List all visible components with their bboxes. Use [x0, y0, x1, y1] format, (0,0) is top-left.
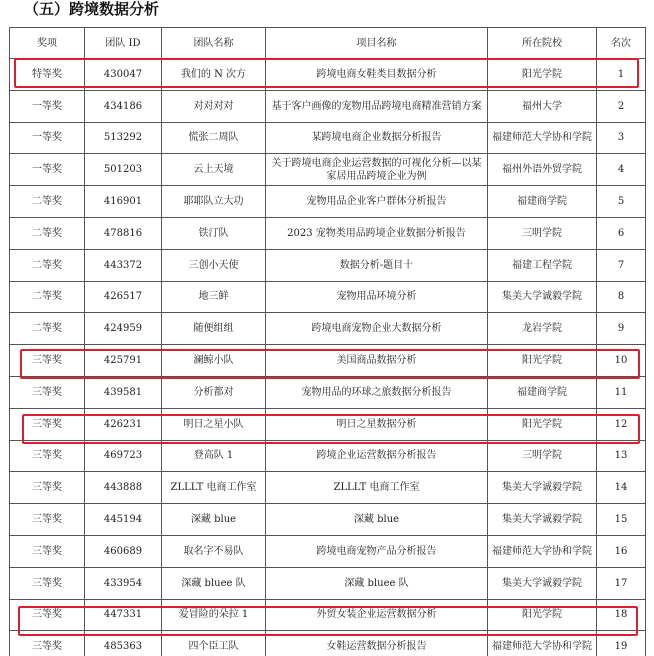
team-id-cell: 501203	[85, 154, 162, 186]
table-row	[10, 376, 646, 408]
table-row	[10, 186, 646, 218]
team-name-cell: ZLLLT 电商工作室	[162, 472, 266, 504]
school-cell: 福建师范大学协和学院	[488, 631, 597, 656]
team-id-cell: 485363	[85, 631, 162, 656]
team-id-cell: 445194	[85, 504, 162, 536]
team-id-cell: 478816	[85, 217, 162, 249]
school-cell: 福州外语外贸学院	[488, 154, 597, 186]
award-cell: 一等奖	[10, 154, 85, 186]
rank-cell: 12	[597, 408, 646, 440]
school-cell: 福州大学	[488, 90, 597, 122]
team-id-cell: 460689	[85, 535, 162, 567]
school-cell: 阳光学院	[488, 345, 597, 377]
team-name-cell: 明日之星小队	[162, 408, 266, 440]
award-cell: 三等奖	[10, 631, 85, 656]
school-cell: 集美大学诚毅学院	[488, 504, 597, 536]
team-name-cell: 地三鲜	[162, 281, 266, 313]
table-row	[10, 535, 646, 567]
header-team-name: 团队名称	[162, 28, 266, 59]
rank-cell: 3	[597, 122, 646, 154]
header-award: 奖项	[10, 28, 85, 59]
award-cell: 二等奖	[10, 186, 85, 218]
table-row	[10, 567, 646, 599]
table-row	[10, 249, 646, 281]
award-cell: 三等奖	[10, 472, 85, 504]
rank-cell: 13	[597, 440, 646, 472]
rank-cell: 19	[597, 631, 646, 656]
school-cell: 集美大学诚毅学院	[488, 281, 597, 313]
school-cell: 三明学院	[488, 217, 597, 249]
school-cell: 集美大学诚毅学院	[488, 472, 597, 504]
award-cell: 三等奖	[10, 504, 85, 536]
award-cell: 二等奖	[10, 249, 85, 281]
award-cell: 二等奖	[10, 217, 85, 249]
project-name-cell: 跨境电商宠物企业大数据分析	[266, 313, 488, 345]
table-row	[10, 440, 646, 472]
school-cell: 福建师范大学协和学院	[488, 535, 597, 567]
team-id-cell: 439581	[85, 376, 162, 408]
award-cell: 二等奖	[10, 313, 85, 345]
school-cell: 阳光学院	[488, 408, 597, 440]
team-id-cell: 433954	[85, 567, 162, 599]
table-row	[10, 504, 646, 536]
project-name-cell: 明日之星数据分析	[266, 408, 488, 440]
award-cell: 三等奖	[10, 567, 85, 599]
team-name-cell: 取名字不易队	[162, 535, 266, 567]
school-cell: 福建商学院	[488, 376, 597, 408]
project-name-cell: 深藏 bluee 队	[266, 567, 488, 599]
team-name-cell: 深藏 blue	[162, 504, 266, 536]
award-cell: 三等奖	[10, 345, 85, 377]
team-id-cell: 426517	[85, 281, 162, 313]
table-row	[10, 345, 646, 377]
project-name-cell: 美国商品数据分析	[266, 345, 488, 377]
project-name-cell: 女鞋运营数据分析报告	[266, 631, 488, 656]
table-row	[10, 59, 646, 91]
team-name-cell: 耶耶队立大功	[162, 186, 266, 218]
project-name-cell: 跨境企业运营数据分析报告	[266, 440, 488, 472]
team-id-cell: 447331	[85, 599, 162, 631]
award-cell: 三等奖	[10, 440, 85, 472]
school-cell: 福建商学院	[488, 186, 597, 218]
team-id-cell: 443372	[85, 249, 162, 281]
project-name-cell: 深藏 blue	[266, 504, 488, 536]
header-rank: 名次	[597, 28, 646, 59]
school-cell: 三明学院	[488, 440, 597, 472]
project-name-cell: 数据分析-题目十	[266, 249, 488, 281]
team-name-cell: 我们的 N 次方	[162, 59, 266, 91]
table-row	[10, 154, 646, 186]
project-name-cell: 跨境电商女鞋类目数据分析	[266, 59, 488, 91]
rank-cell: 17	[597, 567, 646, 599]
team-name-cell: 铁汀队	[162, 217, 266, 249]
rank-cell: 10	[597, 345, 646, 377]
rank-cell: 2	[597, 90, 646, 122]
team-name-cell: 慌张二周队	[162, 122, 266, 154]
rank-cell: 6	[597, 217, 646, 249]
school-cell: 集美大学诚毅学院	[488, 567, 597, 599]
award-cell: 特等奖	[10, 59, 85, 91]
rank-cell: 8	[597, 281, 646, 313]
project-name-cell: 宠物用品环境分析	[266, 281, 488, 313]
team-name-cell: 随便组组	[162, 313, 266, 345]
results-table	[9, 27, 646, 656]
project-name-cell: 某跨境电商企业数据分析报告	[266, 122, 488, 154]
project-name-cell: 外贸女装企业运营数据分析	[266, 599, 488, 631]
team-id-cell: 443888	[85, 472, 162, 504]
school-cell: 福建工程学院	[488, 249, 597, 281]
table-row	[10, 90, 646, 122]
header-team-id: 团队 ID	[85, 28, 162, 59]
table-row	[10, 313, 646, 345]
award-cell: 三等奖	[10, 376, 85, 408]
table-row	[10, 281, 646, 313]
team-name-cell: 四个臣工队	[162, 631, 266, 656]
award-cell: 一等奖	[10, 122, 85, 154]
project-name-cell: ZLLLT 电商工作室	[266, 472, 488, 504]
team-id-cell: 430047	[85, 59, 162, 91]
project-name-cell: 宠物用品的环球之旅数据分析报告	[266, 376, 488, 408]
header-school: 所在院校	[488, 28, 597, 59]
team-id-cell: 424959	[85, 313, 162, 345]
rank-cell: 15	[597, 504, 646, 536]
award-cell: 二等奖	[10, 281, 85, 313]
section-heading: （五）跨境数据分析	[24, 0, 160, 18]
team-name-cell: 三创小天使	[162, 249, 266, 281]
table-row	[10, 217, 646, 249]
rank-cell: 18	[597, 599, 646, 631]
team-id-cell: 425791	[85, 345, 162, 377]
table-header-row	[10, 28, 646, 59]
rank-cell: 11	[597, 376, 646, 408]
project-name-cell: 2023 宠物类用品跨境企业数据分析报告	[266, 217, 488, 249]
project-name-cell: 宠物用品企业客户群体分析报告	[266, 186, 488, 218]
project-name-cell: 关于跨境电商企业运营数据的可视化分析—以某家居用品跨境企业为例	[266, 154, 488, 186]
school-cell: 阳光学院	[488, 59, 597, 91]
table-row	[10, 599, 646, 631]
school-cell: 龙岩学院	[488, 313, 597, 345]
team-name-cell: 分析都对	[162, 376, 266, 408]
project-name-cell: 跨境电商宠物产品分析报告	[266, 535, 488, 567]
rank-cell: 1	[597, 59, 646, 91]
team-id-cell: 513292	[85, 122, 162, 154]
rank-cell: 16	[597, 535, 646, 567]
team-name-cell: 登高队 1	[162, 440, 266, 472]
team-id-cell: 426231	[85, 408, 162, 440]
team-name-cell: 云上天境	[162, 154, 266, 186]
award-cell: 三等奖	[10, 535, 85, 567]
school-cell: 福建师范大学协和学院	[488, 122, 597, 154]
school-cell: 阳光学院	[488, 599, 597, 631]
rank-cell: 5	[597, 186, 646, 218]
team-name-cell: 深藏 bluee 队	[162, 567, 266, 599]
award-cell: 三等奖	[10, 408, 85, 440]
team-name-cell: 对对对对	[162, 90, 266, 122]
rank-cell: 9	[597, 313, 646, 345]
team-name-cell: 爱冒险的朵拉 1	[162, 599, 266, 631]
table-row	[10, 122, 646, 154]
team-id-cell: 469723	[85, 440, 162, 472]
table-body	[10, 59, 646, 656]
header-project-name: 项目名称	[266, 28, 488, 59]
team-id-cell: 416901	[85, 186, 162, 218]
rank-cell: 7	[597, 249, 646, 281]
rank-cell: 14	[597, 472, 646, 504]
team-id-cell: 434186	[85, 90, 162, 122]
award-cell: 三等奖	[10, 599, 85, 631]
table-row	[10, 472, 646, 504]
table-row	[10, 631, 646, 656]
rank-cell: 4	[597, 154, 646, 186]
team-name-cell: 澜鲸小队	[162, 345, 266, 377]
project-name-cell: 基于客户画像的宠物用品跨境电商精准营销方案	[266, 90, 488, 122]
table-row	[10, 408, 646, 440]
award-cell: 一等奖	[10, 90, 85, 122]
